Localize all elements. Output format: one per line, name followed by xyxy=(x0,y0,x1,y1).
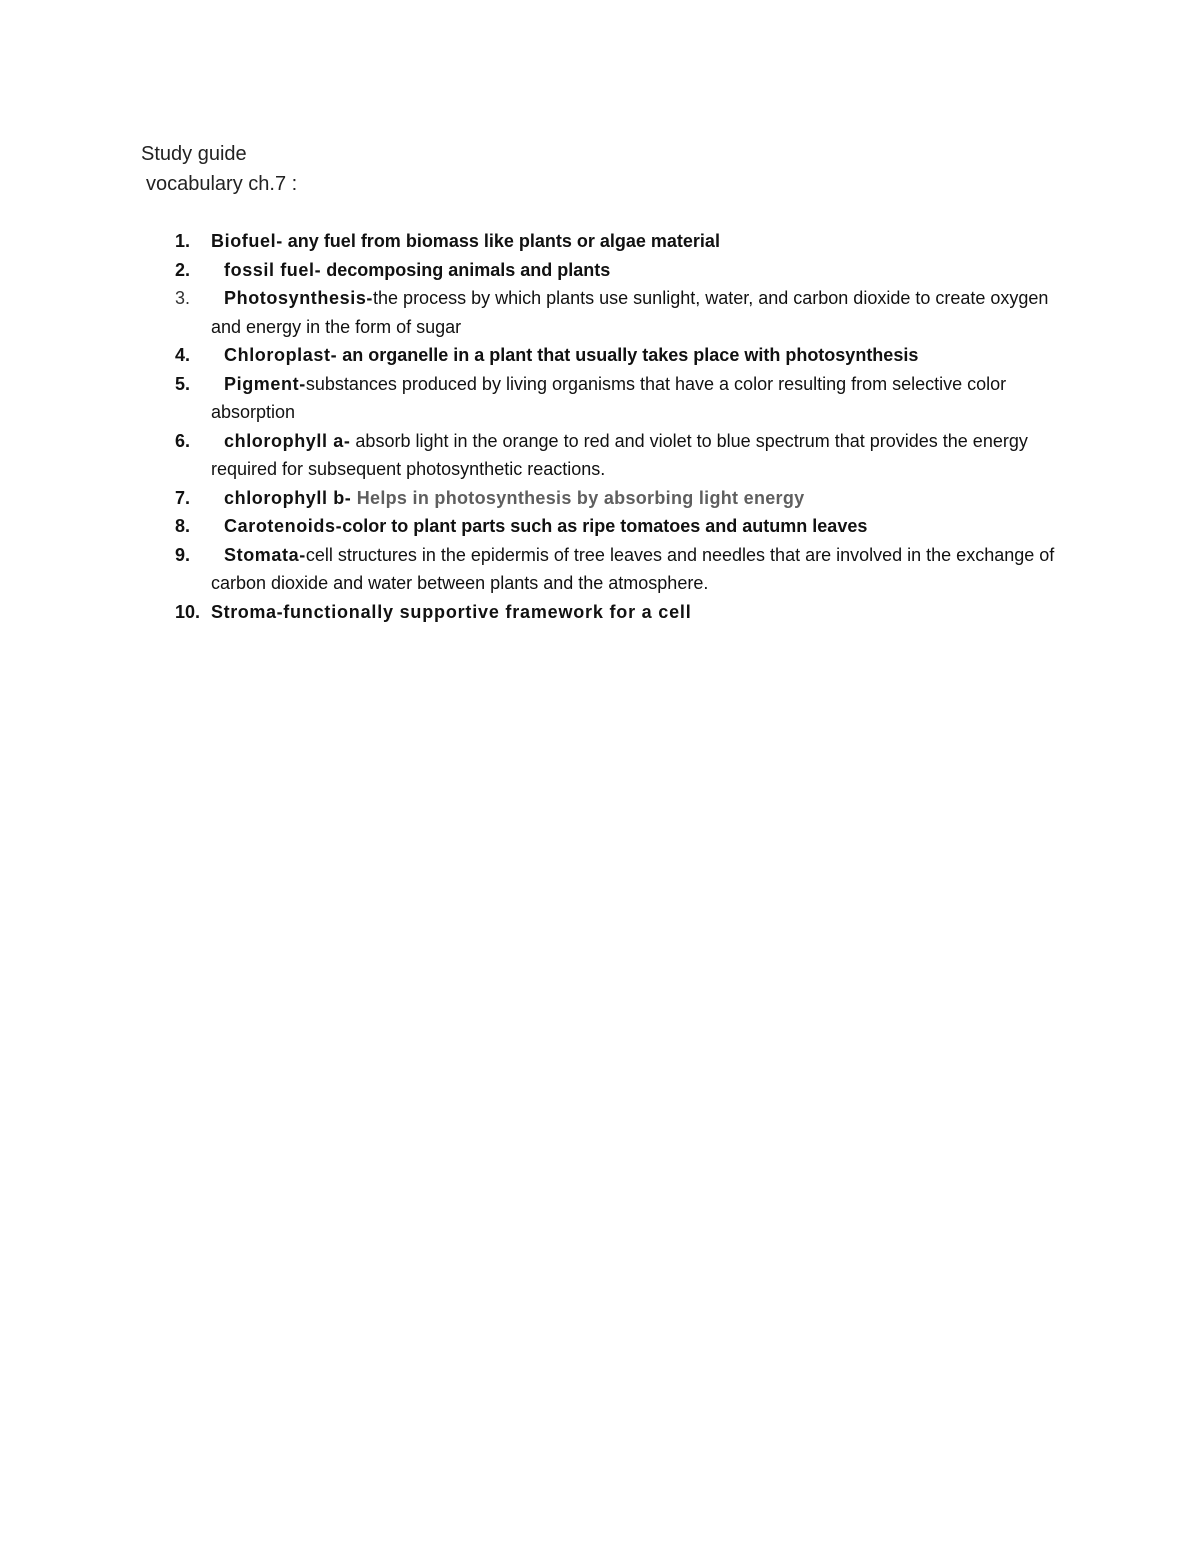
item-number: 5. xyxy=(175,373,191,394)
item-term: chlorophyll a- xyxy=(224,430,351,451)
item-definition: any fuel from biomass like plants or algae material xyxy=(282,231,720,251)
item-term: chlorophyll b- xyxy=(224,487,352,508)
list-item xyxy=(175,541,1075,598)
list-item xyxy=(175,512,1075,541)
item-number: 1. xyxy=(175,231,191,251)
item-term: Pigment- xyxy=(224,373,306,394)
item-term: fossil fuel- xyxy=(224,259,322,280)
item-definition: functionally supportive framework for a cell xyxy=(283,601,692,622)
item-definition: decomposing animals and plants xyxy=(321,259,611,280)
item-term: Stomata- xyxy=(224,544,306,565)
item-definition: cell structures in the epidermis of tree leaves and needles that are involved in the exchange of carbon dioxide and water between plants and the atmosphere. xyxy=(211,544,1055,593)
item-definition: Helps in photosynthesis by absorbing light energy xyxy=(351,487,805,508)
list-item xyxy=(175,284,1075,341)
item-term: Photosynthesis- xyxy=(224,288,374,308)
item-definition: the process by which plants use sunlight, water, and carbon dioxide to create oxygen and energy in the form of sugar xyxy=(211,288,1049,337)
item-number: 4. xyxy=(175,345,191,365)
list-item xyxy=(175,370,1075,427)
list-item xyxy=(175,227,1075,256)
item-definition: substances produced by living organisms that have a color resulting from selective color absorption xyxy=(211,373,1007,422)
item-number: 2. xyxy=(175,259,191,280)
list-item xyxy=(175,256,1075,285)
item-term: Chloroplast- xyxy=(224,345,338,365)
list-item xyxy=(175,341,1075,370)
item-term: Stroma- xyxy=(211,601,284,622)
item-definition: an organelle in a plant that usually takes place with photosynthesis xyxy=(337,345,919,365)
item-number: 3. xyxy=(175,288,191,308)
item-number: 9. xyxy=(175,544,191,565)
list-item xyxy=(175,484,1075,513)
item-term: Biofuel- xyxy=(211,231,283,251)
item-term: Carotenoids- xyxy=(224,516,343,536)
document-title: Study guide xyxy=(141,143,247,165)
item-number: 6. xyxy=(175,430,191,451)
item-number: 8. xyxy=(175,516,191,536)
document-subtitle: vocabulary ch.7 : xyxy=(146,173,298,195)
item-number: 7. xyxy=(175,487,191,508)
vocabulary-list xyxy=(175,227,1075,626)
item-number: 10. xyxy=(175,601,201,622)
item-definition: color to plant parts such as ripe tomatoes and autumn leaves xyxy=(342,516,868,536)
list-item xyxy=(175,427,1075,484)
item-definition: absorb light in the orange to red and violet to blue spectrum that provides the energy required for subsequent photosynthetic reactions. xyxy=(211,430,1028,479)
list-item xyxy=(175,598,1075,627)
